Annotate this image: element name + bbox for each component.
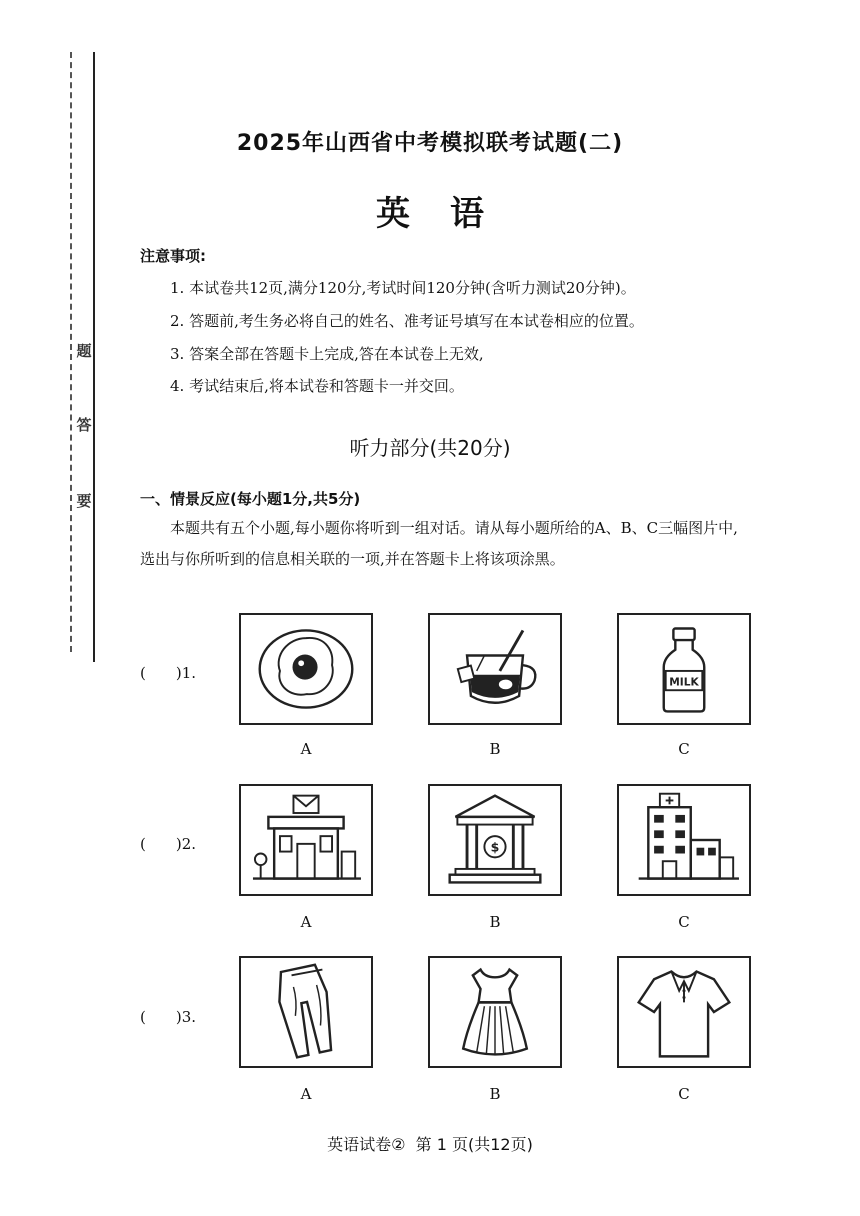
option-image-2c[interactable] <box>617 784 751 896</box>
notice-item: 1. 本试卷共12页,满分120分,考试时间120分钟(含听力测试20分钟)。 <box>170 279 636 297</box>
hospital-icon <box>619 786 749 894</box>
notice-heading: 注意事项: <box>140 247 206 265</box>
tea-cup-icon <box>430 615 560 723</box>
margin-char: 答 <box>76 416 92 434</box>
option-image-3b[interactable] <box>428 956 562 1068</box>
post-office-icon <box>241 786 371 894</box>
option-letter: B <box>489 913 501 931</box>
exam-title: 2025年山西省中考模拟联考试题(二) <box>236 131 624 156</box>
listening-part-title: 听力部分(共20分) <box>349 436 511 460</box>
milk-label: MILK <box>669 676 699 689</box>
fried-egg-icon <box>241 615 371 723</box>
notice-item: 4. 考试结束后,将本试卷和答题卡一并交回。 <box>170 377 464 395</box>
svg-text:$: $ <box>490 839 500 855</box>
polo-shirt-icon <box>619 958 749 1066</box>
notice-item: 3. 答案全部在答题卡上完成,答在本试卷上无效, <box>170 345 484 363</box>
question-number: ( )1. <box>140 664 197 682</box>
section-instruction: 本题共有五个小题,每小题你将听到一组对话。请从每小题所给的A、B、C三幅图片中, <box>170 519 738 537</box>
trousers-icon <box>241 958 371 1066</box>
option-image-2b[interactable] <box>428 784 562 896</box>
option-image-1b[interactable] <box>428 613 562 725</box>
option-letter: C <box>678 1085 690 1103</box>
option-image-1a[interactable] <box>239 613 373 725</box>
option-letter: B <box>489 1085 501 1103</box>
dress-icon <box>430 958 560 1066</box>
option-letter: C <box>678 740 690 758</box>
notice-item: 2. 答题前,考生务必将自己的姓名、准考证号填写在本试卷相应的位置。 <box>170 312 644 330</box>
option-letter: A <box>300 913 312 931</box>
margin-char: 题 <box>76 342 92 360</box>
option-letter: A <box>300 740 312 758</box>
page-footer: 英语试卷② 第 1 页(共12页) <box>327 1135 533 1154</box>
option-letter: A <box>300 1085 312 1103</box>
milk-bottle-icon <box>619 615 749 723</box>
option-image-2a[interactable] <box>239 784 373 896</box>
subject-title: 英语 <box>376 194 524 234</box>
option-image-3a[interactable] <box>239 956 373 1068</box>
option-letter: B <box>489 740 501 758</box>
option-letter: C <box>678 913 690 931</box>
section-instruction: 选出与你所听到的信息相关联的一项,并在答题卡上将该项涂黑。 <box>140 550 565 568</box>
option-image-1c[interactable] <box>617 613 751 725</box>
option-image-3c[interactable] <box>617 956 751 1068</box>
margin-char: 要 <box>76 492 92 510</box>
section-heading: 一、情景反应(每小题1分,共5分) <box>140 490 361 508</box>
question-number: ( )2. <box>140 835 197 853</box>
question-number: ( )3. <box>140 1008 197 1026</box>
bank-icon <box>430 786 560 894</box>
